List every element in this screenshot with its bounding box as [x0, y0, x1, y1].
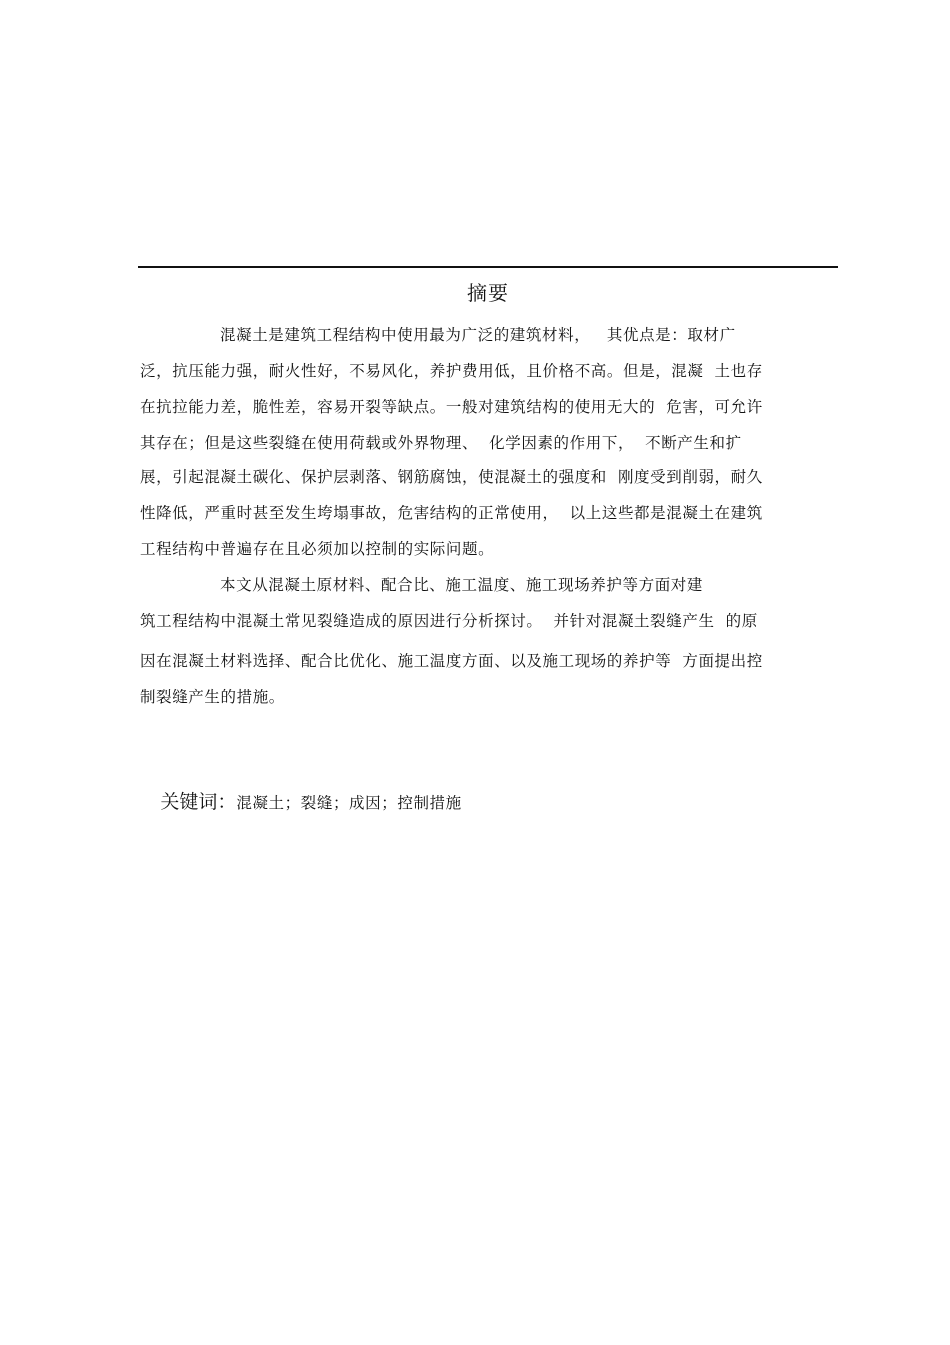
- paragraph-line: 制裂缝产生的措施。: [140, 688, 285, 706]
- paragraph-line: 性降低，严重时甚至发生垮塌事故，危害结构的正常使用， 以上这些都是混凝土在建筑: [140, 504, 763, 522]
- paragraph-line: 展，引起混凝土碳化、保护层剥落、钢筋腐蚀，使混凝土的强度和 刚度受到削弱，耐久: [140, 468, 763, 486]
- paragraph-line: 筑工程结构中混凝土常见裂缝造成的原因进行分析探讨。 并针对混凝土裂缝产生 的原: [140, 612, 758, 630]
- paragraph-line: 在抗拉能力差，脆性差，容易开裂等缺点。一般对建筑结构的使用无大的 危害，可允许: [140, 398, 763, 416]
- keywords-label: 关键词：: [160, 791, 237, 813]
- paragraph-line: 其存在；但是这些裂缝在使用荷载或外界物理、 化学因素的作用下， 不断产生和扩: [140, 434, 742, 452]
- paragraph-line: 泛，抗压能力强，耐火性好，不易风化，养护费用低，且价格不高。但是，混凝 土也存: [140, 362, 763, 380]
- paragraph-line: 混凝土是建筑工程结构中使用最为广泛的建筑材料， 其优点是：取材广: [220, 326, 736, 344]
- paragraph-line: 因在混凝土材料选择、配合比优化、施工温度方面、以及施工现场的养护等 方面提出控: [140, 652, 763, 670]
- keywords-value: 混凝土；裂缝；成因；控制措施: [236, 794, 462, 812]
- paragraph-line: 工程结构中普遍存在且必须加以控制的实际问题。: [140, 540, 495, 558]
- paragraph-line: 本文从混凝土原材料、配合比、施工温度、施工现场养护等方面对建: [220, 576, 704, 594]
- abstract-title: 摘要: [467, 281, 509, 305]
- keywords-line: [140, 770, 462, 835]
- header-rule: [138, 266, 838, 268]
